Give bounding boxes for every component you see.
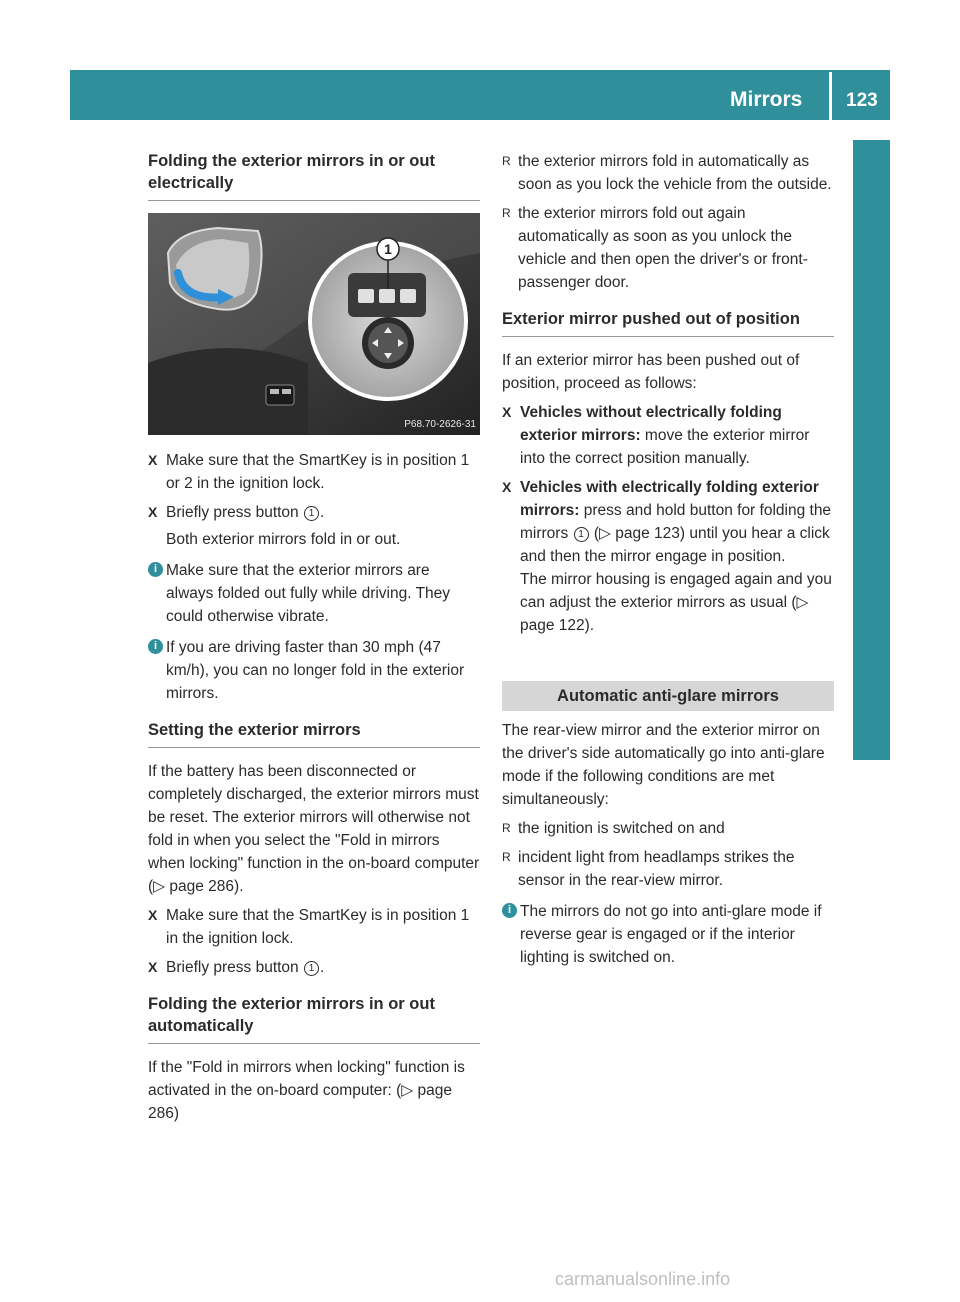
circled-callout: 1 <box>304 506 319 521</box>
list-item: R the exterior mirrors fold out again automatically as soon as you unlock the vehicle and then open the driver's or front-passenger door. <box>502 202 834 294</box>
section-title-setting-mirrors: Setting the exterior mirrors <box>148 719 480 748</box>
info-note-anti-glare: i The mirrors do not go into anti-glare mode if reverse gear is engaged or if the interior lighting is switched on. <box>502 900 834 969</box>
left-column <box>148 150 480 1131</box>
header-divider <box>829 72 832 120</box>
info-note-speed: i If you are driving faster than 30 mph (47 km/h), you can no longer fold in the exterior mirrors. <box>148 636 480 705</box>
circled-callout: 1 <box>574 527 589 542</box>
folding-automatically-body: If the "Fold in mirrors when locking" function is activated in the on-board computer: (▷ page 286) <box>148 1059 465 1122</box>
mirror-switch-figure <box>148 213 480 435</box>
step-marker: X <box>148 959 158 975</box>
section-title-folding-electrically: Folding the exterior mirrors in or out electrically <box>148 150 480 201</box>
info-icon: i <box>148 639 163 654</box>
step-marker: X <box>148 907 158 923</box>
bullet-marker: R <box>502 821 511 835</box>
section-title-folding-automatically: Folding the exterior mirrors in or out automatically <box>148 993 480 1044</box>
step-smartkey-position-1: X Make sure that the SmartKey is in position 1 in the ignition lock. <box>148 904 480 950</box>
bullet-marker: R <box>502 154 511 168</box>
step-without-electric-folding: X Vehicles without electrically folding exterior mirrors: move the exterior mirror into the correct position manually. <box>502 401 834 470</box>
step-press-button-reset: X Briefly press button 1 . <box>148 956 480 979</box>
info-icon: i <box>148 562 163 577</box>
right-column <box>502 150 834 977</box>
step-result: Both exterior mirrors fold in or out. <box>166 531 401 548</box>
bullet-marker: R <box>502 850 511 864</box>
page-number: 123 <box>846 90 878 111</box>
side-tab-label: Seats, steering wheel and mirrors <box>857 380 884 756</box>
figure-illustration <box>148 213 480 435</box>
anti-glare-body: The rear-view mirror and the exterior mirror on the driver's side automatically go into anti-glare mode if the following conditions are met simultaneously: <box>502 722 825 808</box>
step-result: The mirror housing is engaged again and you can adjust the exterior mirrors as usual (▷ page 122). <box>520 571 832 634</box>
header-title: Mirrors <box>730 88 803 111</box>
figure-callout: 1 <box>384 241 392 257</box>
info-note-folded-out: i Make sure that the exterior mirrors are always folded out fully while driving. They could otherwise vibrate. <box>148 559 480 628</box>
bullet-marker: R <box>502 206 511 220</box>
section-title-anti-glare: Automatic anti-glare mirrors <box>502 681 834 711</box>
list-item: R the exterior mirrors fold in automatically as soon as you lock the vehicle from the outside. <box>502 150 834 196</box>
watermark: carmanualsonline.info <box>555 1269 731 1289</box>
step-press-button: X Briefly press button 1 . Both exterior mirrors fold in or out. <box>148 501 480 551</box>
step-with-electric-folding: X Vehicles with electrically folding exterior mirrors: press and hold button for folding the mirrors 1 (▷ page 123) until you hear a click and then the mirror engage in position. The mirror housing is engaged again and you can adjust the exterior mirrors as usual (▷ page 122). <box>502 476 834 637</box>
step-marker: X <box>502 479 512 495</box>
step-smartkey-position: X Make sure that the SmartKey is in position 1 or 2 in the ignition lock. <box>148 449 480 495</box>
circled-callout: 1 <box>304 961 319 976</box>
figure-code: P68.70-2626-31 <box>404 419 476 430</box>
step-marker: X <box>148 504 158 520</box>
list-item: R incident light from headlamps strikes the sensor in the rear-view mirror. <box>502 846 834 892</box>
info-icon: i <box>502 903 517 918</box>
list-item: R the ignition is switched on and <box>502 817 834 840</box>
section-title-pushed-out: Exterior mirror pushed out of position <box>502 308 834 337</box>
step-marker: X <box>502 404 512 420</box>
pushed-out-body: If an exterior mirror has been pushed out of position, proceed as follows: <box>502 352 800 392</box>
setting-mirrors-body: If the battery has been disconnected or completely discharged, the exterior mirrors must be reset. The exterior mirrors will otherwise not fold in when you select the "Fold in mirrors when locking" function in the on-board computer (▷ page 286). <box>148 763 480 895</box>
step-marker: X <box>148 452 158 468</box>
